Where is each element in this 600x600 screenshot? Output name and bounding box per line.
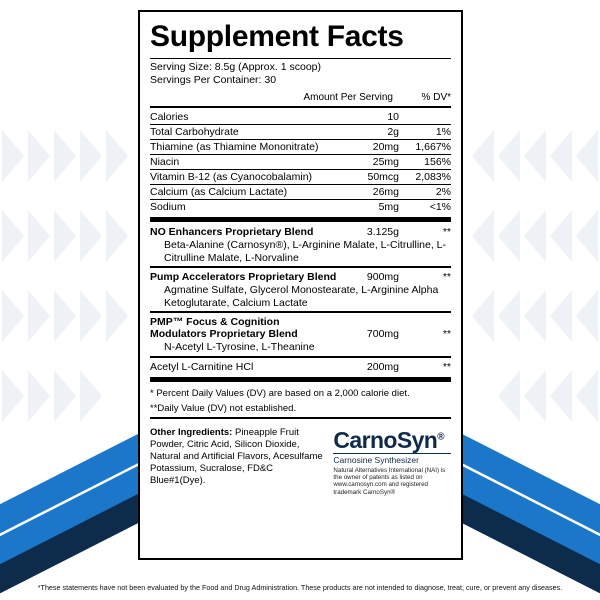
other-ingredients-text: Pineapple Fruit Powder, Citric Acid, Silicon Dioxide, Natural and Artificial Flavors, Acesulfame Potassium, Sucralose, FD&C Blue#1(Dye).	[150, 426, 323, 486]
chevron-decor	[472, 130, 494, 182]
blend-dv: **	[442, 271, 451, 283]
chevron-decor	[472, 210, 494, 262]
table-row	[150, 225, 451, 239]
supplement-facts-panel	[138, 10, 463, 560]
chevron-decor	[80, 370, 102, 422]
nutrients-table	[150, 110, 451, 214]
table-row	[150, 360, 451, 374]
carnosyn-name: CarnoSyn	[333, 426, 438, 453]
chevron-decor	[2, 290, 24, 342]
blend-dv: **	[442, 226, 451, 238]
nutrient-dv	[399, 110, 451, 125]
nutrient-name: Vitamin B-12 (as Cyanocobalamin)	[150, 170, 337, 185]
serving-size: Serving Size: 8.5g (Approx. 1 scoop)	[150, 61, 322, 73]
blend-dv: **	[442, 328, 451, 340]
nutrient-dv: 156%	[399, 155, 451, 170]
footnote-daily-value: * Percent Daily Values (DV) are based on a 2,000 calorie diet.	[150, 387, 410, 399]
blend-name: PMP™ Focus & Cognition Modulators Proprietary Blend	[150, 316, 298, 340]
table-row	[150, 155, 451, 170]
chevron-decor	[550, 370, 572, 422]
nutrient-amount: 50mcg	[337, 170, 399, 185]
blend-amount: 3.125g	[366, 226, 399, 238]
chevron-decor	[498, 290, 520, 342]
blend-name: NO Enhancers Proprietary Blend	[150, 226, 314, 238]
chevron-decor	[2, 210, 24, 262]
other-ingredients-label: Other Ingredients:	[150, 426, 233, 438]
blend-amount: 700mg	[366, 328, 399, 340]
nutrient-name: Niacin	[150, 155, 337, 170]
chevron-decor	[2, 370, 24, 422]
table-row	[150, 110, 451, 125]
column-header-dv: % DV*	[421, 92, 451, 103]
chevron-decor	[54, 130, 76, 182]
chevron-decor	[524, 210, 546, 262]
blend-pmp-focus	[150, 315, 451, 341]
chevron-decor	[106, 290, 128, 342]
chevron-decor	[576, 130, 598, 182]
chevron-decor	[498, 210, 520, 262]
other-ingredients-section	[150, 421, 451, 497]
chevron-decor	[524, 370, 546, 422]
table-row	[150, 185, 451, 200]
divider	[333, 453, 451, 454]
carnosyn-logo	[333, 427, 451, 497]
divider	[150, 106, 451, 108]
chevron-decor	[28, 370, 50, 422]
servings-per-container: Servings Per Container: 30	[150, 73, 277, 86]
nutrient-name: Calcium (as Calcium Lactate)	[150, 185, 337, 200]
chevron-decor	[28, 290, 50, 342]
chevron-decor	[106, 210, 128, 262]
chevron-decor	[524, 130, 546, 182]
chevron-decor	[2, 130, 24, 182]
table-row	[150, 315, 451, 341]
nutrient-name: Total Carbohydrate	[150, 125, 337, 140]
nutrient-amount: 26mg	[337, 185, 399, 200]
blend-pump-accelerators	[150, 270, 451, 284]
table-header	[150, 86, 451, 104]
table-row	[150, 200, 451, 215]
registered-mark-icon: ®	[437, 430, 445, 442]
nutrient-name: Acetyl L-Carnitine HCl	[150, 360, 254, 373]
chevron-decor	[80, 290, 102, 342]
chevron-decor	[54, 290, 76, 342]
nutrient-amount: 20mg	[337, 140, 399, 155]
chevron-decor	[550, 130, 572, 182]
chevron-decor	[472, 290, 494, 342]
chevron-decor	[28, 210, 50, 262]
chevron-decor	[576, 210, 598, 262]
chevron-decor	[576, 370, 598, 422]
nutrient-dv: <1%	[429, 201, 451, 213]
fda-disclaimer: *These statements have not been evaluated by the Food and Drug Administration. These products are not intended to diagnose, treat, cure, or prevent any diseases.	[37, 583, 563, 592]
divider	[150, 311, 451, 313]
table-row	[150, 125, 451, 140]
chevron-decor	[498, 370, 520, 422]
blend-name: Pump Accelerators Proprietary Blend	[150, 271, 337, 283]
blend-ingredients: Agmatine Sulfate, Glycerol Monostearate, L-Arginine Alpha Ketoglutarate, Calcium Lactate	[164, 284, 439, 309]
nutrient-amount: 5mg	[378, 201, 399, 213]
blend-ingredients: N-Acetyl L-Tyrosine, L-Theanine	[164, 341, 315, 353]
table-row	[150, 140, 451, 155]
nutrient-dv: 2%	[399, 185, 451, 200]
nutrient-amount: 2g	[337, 125, 399, 140]
carnosyn-fine-print: Natural Alternatives International (NAI) is the owner of patents as listed on www.carnosyn.com and registered trademark CarnoSyn®	[333, 466, 446, 496]
nutrient-amount: 10	[337, 110, 399, 125]
nutrient-name: Thiamine (as Thiamine Mononitrate)	[150, 140, 337, 155]
nutrient-dv: **	[442, 360, 451, 373]
footnote-no-dv: **Daily Value (DV) not established.	[150, 402, 297, 414]
chevron-decor	[80, 130, 102, 182]
chevron-decor	[28, 130, 50, 182]
divider	[150, 417, 451, 419]
other-ingredients	[150, 427, 325, 497]
divider	[150, 266, 451, 268]
divider	[150, 58, 451, 59]
carnosyn-wordmark	[333, 426, 451, 453]
blend-no-enhancers	[150, 225, 451, 239]
acetyl-l-carnitine-row	[150, 360, 451, 374]
nutrient-name: Sodium	[150, 201, 186, 213]
divider	[150, 377, 451, 382]
blend-ingredients: Beta-Alanine (Carnosyn®), L-Arginine Malate, L-Citrulline, L-Citrulline Malate, L-Norvaline	[164, 239, 447, 264]
nutrient-dv: 1%	[399, 125, 451, 140]
nutrient-name: Calories	[150, 110, 337, 125]
chevron-decor	[524, 290, 546, 342]
chevron-decor	[106, 130, 128, 182]
blend-amount: 900mg	[366, 271, 399, 283]
carnosyn-subtitle: Carnosine Synthesizer	[333, 454, 419, 465]
table-row	[150, 170, 451, 185]
nutrient-amount: 25mg	[337, 155, 399, 170]
chevron-decor	[550, 290, 572, 342]
divider	[150, 356, 451, 358]
nutrient-dv: 2,083%	[399, 170, 451, 185]
chevron-decor	[550, 210, 572, 262]
chevron-decor	[498, 130, 520, 182]
chevron-decor	[54, 370, 76, 422]
divider	[150, 217, 451, 222]
chevron-decor	[80, 210, 102, 262]
page-title: Supplement Facts	[150, 20, 404, 53]
chevron-decor	[576, 290, 598, 342]
table-row	[150, 270, 451, 284]
column-header-amount: Amount Per Serving	[303, 92, 393, 103]
chevron-decor	[54, 210, 76, 262]
nutrient-amount: 200mg	[366, 360, 399, 373]
nutrient-dv: 1,667%	[399, 140, 451, 155]
